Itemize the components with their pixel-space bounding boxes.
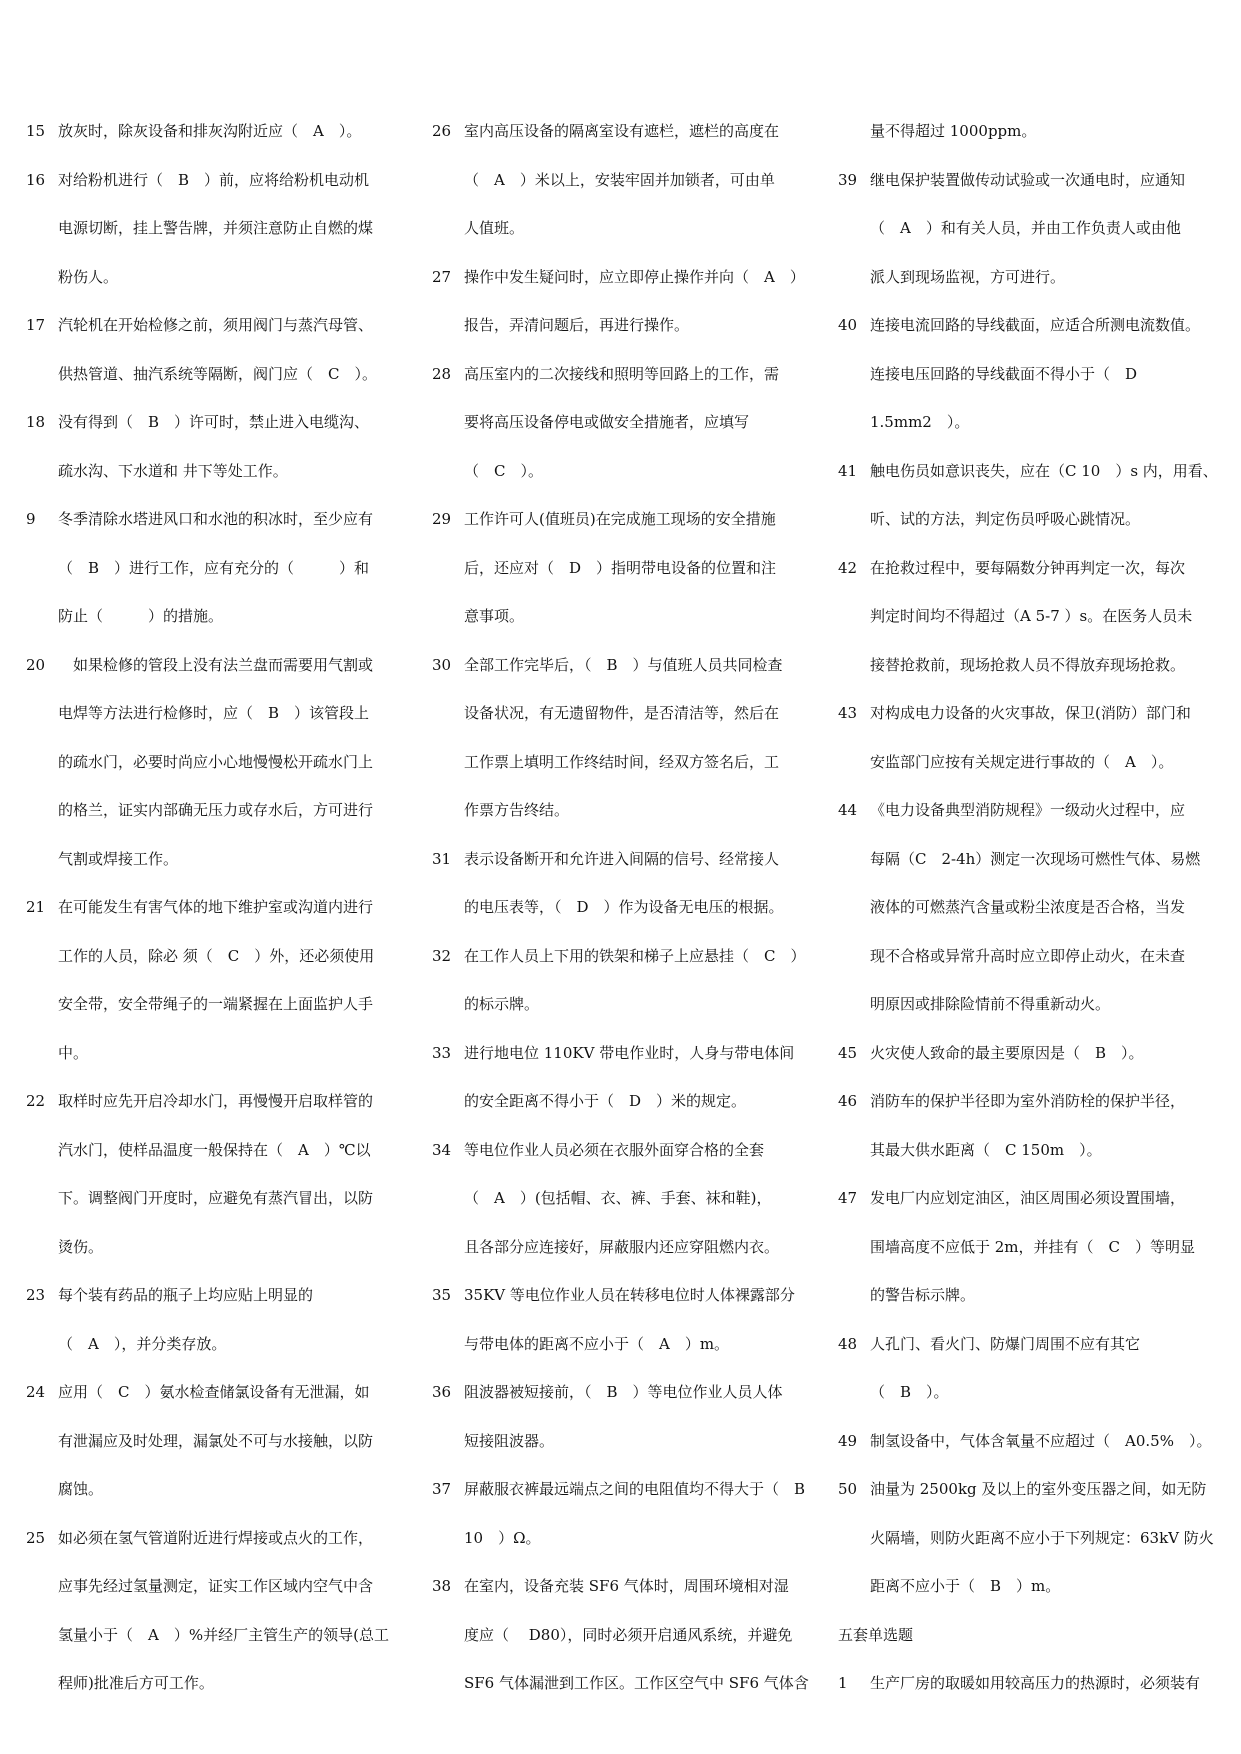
question-number: [432, 156, 464, 205]
text-line: [432, 1465, 804, 1514]
text-line: [838, 1417, 1218, 1466]
question-text: 继电保护装置做传动试验或一次通电时，应通知: [870, 170, 1186, 189]
question-text: 液体的可燃蒸汽含量或粉尘浓度是否合格，当发: [870, 898, 1186, 916]
question-number: 29: [432, 510, 452, 528]
text-line: [26, 495, 378, 544]
question-text: 汽轮机在开始检修之前，须用阀门与蒸汽母管、: [58, 316, 374, 334]
question-text: 触电伤员如意识丧失，应在（C 10 ）s 内，用看、: [870, 461, 1218, 480]
text-line: [432, 1320, 804, 1369]
question-text: （ A ），并分类存放。: [58, 1334, 227, 1353]
text-line: [838, 738, 1218, 787]
question-text: 发电厂内应划定油区，油区周围必须设置围墙，: [870, 1189, 1186, 1207]
text-line: [838, 398, 1218, 447]
question-text: 的电压表等，（ D ）作为设备无电压的根据。: [464, 898, 784, 916]
text-line: [838, 1320, 1218, 1369]
text-line: [26, 738, 378, 787]
question-text: 消防车的保护半径即为室外消防栓的保护半径，: [870, 1092, 1186, 1110]
text-line: [838, 1368, 1218, 1417]
text-line: [838, 495, 1218, 544]
question-number: [26, 1659, 58, 1708]
question-text: 应事先经过氢量测定，证实工作区域内空气中含: [58, 1577, 374, 1595]
question-number: 26: [432, 122, 452, 140]
question-text: 报告，弄清问题后，再进行操作。: [464, 316, 690, 334]
question-number: [432, 883, 464, 932]
question-number: 50: [838, 1480, 858, 1498]
question-number: [26, 1126, 58, 1175]
question-number: 42: [838, 558, 858, 577]
question-text: 对给粉机进行（ B ）前，应将给粉机电动机: [58, 170, 370, 189]
question-number: [26, 1029, 58, 1078]
question-number: [432, 398, 464, 447]
question-number: [838, 980, 870, 1029]
question-number: [432, 447, 464, 496]
question-number: [838, 932, 870, 981]
question-number: [838, 835, 870, 884]
question-text: 操作中发生疑问时，应立即停止操作并向（ A ）: [464, 267, 805, 286]
question-text: 量不得超过 1000ppm。: [870, 122, 1037, 140]
question-text: 在可能发生有害气体的地下维护室或沟道内进行: [58, 898, 374, 916]
text-line: [26, 1320, 378, 1369]
question-text: 在工作人员上下用的铁架和梯子上应悬挂（ C ）: [464, 946, 806, 965]
question-text: 设备状况，有无遗留物件，是否清洁等，然后在: [464, 704, 780, 722]
text-line: [432, 1271, 804, 1320]
question-text: 判定时间均不得超过（A 5-7 ）s。在医务人员未: [870, 607, 1193, 625]
question-number: [26, 544, 58, 593]
question-number: 35: [432, 1286, 452, 1304]
question-text: 供热管道、抽汽系统等隔断，阀门应（ C ）。: [58, 364, 377, 383]
text-line: [432, 786, 804, 835]
question-text: 气割或焊接工作。: [58, 849, 179, 868]
question-text: 汽水门，使样品温度一般保持在（ A ）℃以: [58, 1140, 371, 1159]
question-number: [26, 592, 58, 641]
question-text: 阻波器被短接前，（ B ）等电位作业人员人体: [464, 1383, 783, 1401]
question-text: SF6 气体漏泄到工作区。工作区空气中 SF6 气体含: [464, 1674, 809, 1692]
text-line: [838, 883, 1218, 932]
text-line: [838, 689, 1218, 738]
question-number: 49: [838, 1431, 858, 1450]
text-line: [432, 1514, 804, 1563]
text-line: [432, 835, 804, 884]
question-number: [26, 932, 58, 981]
question-number: [838, 398, 870, 447]
text-line: [432, 932, 804, 981]
question-number: 1: [838, 1674, 848, 1692]
question-number: [838, 204, 870, 253]
text-line: [432, 1174, 804, 1223]
question-text: 疏水沟、下水道和 井下等处工作。: [58, 461, 288, 480]
question-number: 18: [26, 413, 46, 431]
text-line: [432, 495, 804, 544]
question-number: 47: [838, 1189, 858, 1207]
question-text: （ B ）。: [870, 1383, 949, 1401]
question-number: [838, 107, 870, 156]
text-line: [432, 253, 804, 302]
text-line: [26, 1271, 378, 1320]
question-number: [838, 883, 870, 932]
text-line: [838, 107, 1218, 156]
question-number: 31: [432, 849, 452, 868]
question-number: 43: [838, 704, 858, 722]
question-number: 20: [26, 655, 46, 674]
question-number: 30: [432, 655, 452, 674]
question-number: 9: [26, 510, 36, 528]
question-text: （ A ）米以上，安装牢固并加锁者，可由单: [464, 170, 775, 189]
question-text: 在室内，设备充装 SF6 气体时，周围环境相对湿: [464, 1577, 789, 1595]
question-number: [838, 738, 870, 787]
text-line: [432, 1077, 804, 1126]
question-text: 安监部门应按有关规定进行事故的（ A ）。: [870, 752, 1174, 771]
question-text: 电焊等方法进行检修时，应（ B ）该管段上: [58, 704, 370, 722]
question-text: 短接阻波器。: [464, 1431, 555, 1450]
text-line: [26, 592, 378, 641]
text-line: [838, 1271, 1218, 1320]
text-line: [432, 641, 804, 690]
question-number: 46: [838, 1092, 858, 1110]
text-line: [432, 301, 804, 350]
text-line: [838, 835, 1218, 884]
question-text: （ C ）。: [464, 461, 543, 480]
question-text: 如果检修的管段上没有法兰盘而需要用气割或: [58, 655, 374, 674]
question-text: 作票方告终结。: [464, 801, 570, 819]
text-line: [26, 253, 378, 302]
question-number: 39: [838, 170, 858, 189]
question-number: 48: [838, 1334, 858, 1353]
question-text: 意事项。: [464, 607, 525, 625]
text-line: [838, 932, 1218, 981]
question-number: 37: [432, 1480, 452, 1498]
question-text: （ A ）(包括帽、衣、裤、手套、袜和鞋)，: [464, 1189, 772, 1207]
question-number: [432, 1659, 464, 1708]
question-text: 人值班。: [464, 219, 525, 237]
text-line: [838, 1223, 1218, 1272]
question-number: [432, 1320, 464, 1369]
question-text: 安全带，安全带绳子的一端紧握在上面监护人手: [58, 995, 374, 1013]
text-line: [838, 301, 1218, 350]
question-number: [26, 447, 58, 496]
text-line: [26, 1368, 378, 1417]
question-number: [432, 204, 464, 253]
question-text: 《电力设备典型消防规程》一级动火过程中，应: [870, 801, 1186, 819]
question-number: [432, 738, 464, 787]
text-line: [26, 1659, 378, 1708]
question-number: [26, 786, 58, 835]
question-text: 没有得到（ B ）许可时，禁止进入电缆沟、: [58, 413, 370, 431]
question-number: [26, 1465, 58, 1514]
text-line: [838, 253, 1218, 302]
text-line: [432, 156, 804, 205]
question-text: 每隔（C 2-4h）测定一次现场可燃性气体、易燃: [870, 849, 1201, 868]
text-line: [26, 641, 378, 690]
text-line: [838, 1174, 1218, 1223]
question-number: [432, 1223, 464, 1272]
question-text: 下。调整阀门开度时，应避免有蒸汽冒出，以防: [58, 1189, 374, 1207]
question-text: 火灾使人致命的最主要原因是（ B ）。: [870, 1043, 1144, 1062]
question-text: 取样时应先开启冷却水门，再慢慢开启取样管的: [58, 1092, 374, 1110]
question-text: 高压室内的二次接线和照明等回路上的工作，需: [464, 364, 780, 383]
question-number: [838, 641, 870, 690]
text-line: [26, 786, 378, 835]
question-number: [838, 1514, 870, 1563]
text-line: [838, 1514, 1218, 1563]
text-line: [26, 689, 378, 738]
question-number: 34: [432, 1140, 452, 1159]
question-text: 制氢设备中，气体含氧量不应超过（ A0.5% ）。: [870, 1431, 1212, 1450]
column-middle: [432, 107, 809, 1708]
text-line: [838, 204, 1218, 253]
question-text: 1.5mm2 ）。: [870, 413, 970, 431]
question-text: 的标示牌。: [464, 995, 540, 1013]
question-number: [26, 1223, 58, 1272]
text-line: [838, 156, 1218, 205]
question-text: 工作的人员，除必 须（ C ）外，还必须使用: [58, 946, 375, 965]
question-text: 腐蚀。: [58, 1480, 104, 1498]
question-number: [26, 738, 58, 787]
question-number: [838, 253, 870, 302]
section-heading: 五套单选题: [838, 1625, 914, 1644]
question-text: 且各部分应连接好，屏蔽服内还应穿阻燃内衣。: [464, 1237, 780, 1256]
question-text: 中。: [58, 1043, 89, 1062]
question-text: （ B ）进行工作，应有充分的（ ）和: [58, 558, 370, 577]
text-line: [26, 1126, 378, 1175]
text-line: [838, 1562, 1218, 1611]
text-line: [26, 398, 378, 447]
question-number: 44: [838, 801, 858, 819]
text-line: [26, 544, 378, 593]
question-number: [838, 1126, 870, 1175]
question-number: [26, 1174, 58, 1223]
text-line: [26, 1514, 378, 1563]
question-text: 35KV 等电位作业人员在转移电位时人体裸露部分: [464, 1286, 795, 1304]
column-left: [26, 107, 389, 1708]
question-text: 的警告标示牌。: [870, 1286, 976, 1304]
question-text: 防止（ ）的措施。: [58, 607, 224, 625]
question-text: 的疏水门，必要时尚应小心地慢慢松开疏水门上: [58, 752, 374, 771]
question-text: 围墙高度不应低于 2m，并挂有（ C ）等明显: [870, 1237, 1196, 1256]
text-line: [432, 883, 804, 932]
text-line: [432, 1417, 804, 1466]
text-line: [26, 1174, 378, 1223]
question-number: 24: [26, 1383, 46, 1401]
text-line: [26, 447, 378, 496]
question-number: [26, 350, 58, 399]
question-number: 27: [432, 267, 452, 286]
question-number: [432, 689, 464, 738]
question-text: 氢量小于（ A ）%并经厂主管生产的领导(总工: [58, 1625, 389, 1644]
question-text: 在抢救过程中，要每隔数分钟再判定一次，每次: [870, 558, 1186, 577]
question-number: 32: [432, 946, 452, 965]
text-line: [432, 1126, 804, 1175]
question-text: 放灰时，除灰设备和排灰沟附近应（ A ）。: [58, 122, 362, 140]
text-line: [26, 204, 378, 253]
question-number: 36: [432, 1383, 452, 1401]
question-text: 后，还应对（ D ）指明带电设备的位置和注: [464, 558, 777, 577]
text-line: [432, 398, 804, 447]
text-line: [432, 980, 804, 1029]
question-text: 程师)批准后方可工作。: [58, 1674, 214, 1692]
question-text: 电源切断，挂上警告牌，并须注意防止自燃的煤: [58, 219, 374, 237]
question-text: 有泄漏应及时处理，漏氯处不可与水接触，以防: [58, 1431, 374, 1450]
question-text: 10 ）Ω。: [464, 1528, 541, 1547]
text-line: [838, 786, 1218, 835]
question-number: [26, 1320, 58, 1369]
text-line: [838, 1659, 1218, 1708]
question-number: 16: [26, 170, 46, 189]
question-number: 45: [838, 1043, 858, 1062]
question-text: 工作许可人(值班员)在完成施工现场的安全措施: [464, 510, 776, 528]
question-text: 连接电流回路的导线截面，应适合所测电流数值。: [870, 316, 1201, 334]
question-number: [432, 786, 464, 835]
question-number: [26, 204, 58, 253]
question-text: 粉伤人。: [58, 267, 119, 286]
text-line: [26, 835, 378, 884]
text-line: [838, 1611, 1218, 1660]
text-line: [432, 350, 804, 399]
question-number: [26, 980, 58, 1029]
question-text: 要将高压设备停电或做安全措施者，应填写: [464, 413, 750, 431]
text-line: [26, 156, 378, 205]
question-number: [432, 1514, 464, 1563]
question-number: 33: [432, 1043, 452, 1062]
text-line: [432, 1029, 804, 1078]
question-number: [432, 544, 464, 593]
question-text: 听、试的方法，判定伤员呼吸心跳情况。: [870, 510, 1141, 528]
question-number: [432, 301, 464, 350]
question-text: 应用（ C ）氨水检查储氯设备有无泄漏，如: [58, 1383, 370, 1401]
text-line: [432, 1562, 804, 1611]
question-text: 等电位作业人员必须在衣服外面穿合格的全套: [464, 1140, 765, 1159]
question-text: 全部工作完毕后，（ B ）与值班人员共同检查: [464, 655, 783, 674]
text-line: [432, 592, 804, 641]
question-number: [26, 1417, 58, 1466]
text-line: [26, 980, 378, 1029]
question-text: 进行地电位 110KV 带电作业时，人身与带电体间: [464, 1043, 795, 1062]
text-line: [432, 1659, 809, 1708]
column-right: [838, 107, 1218, 1708]
question-number: [26, 835, 58, 884]
text-line: [26, 1077, 378, 1126]
text-line: [26, 1223, 378, 1272]
text-line: [432, 1223, 804, 1272]
question-text: 冬季清除水塔进风口和水池的积冰时，至少应有: [58, 510, 374, 528]
question-number: 17: [26, 316, 46, 334]
question-text: 油量为 2500kg 及以上的室外变压器之间，如无防: [870, 1480, 1207, 1498]
question-text: （ A ）和有关人员，并由工作负责人或由他: [870, 219, 1181, 237]
question-number: [432, 1077, 464, 1126]
text-line: [26, 107, 378, 156]
question-text: 的安全距离不得小于（ D ）米的规定。: [464, 1092, 747, 1110]
question-text: 度应（ D80），同时必须开启通风系统，并避免: [464, 1625, 793, 1644]
question-number: [26, 253, 58, 302]
question-number: 28: [432, 364, 452, 383]
question-number: [838, 350, 870, 399]
question-text: 现不合格或异常升高时应立即停止动火，在未查: [870, 946, 1186, 965]
text-line: [838, 1029, 1218, 1078]
question-number: 25: [26, 1528, 46, 1547]
text-line: [26, 301, 378, 350]
text-line: [432, 447, 804, 496]
question-number: 15: [26, 122, 46, 140]
text-line: [26, 932, 378, 981]
question-number: [26, 1611, 58, 1660]
question-text: 烫伤。: [58, 1237, 104, 1256]
text-line: [432, 544, 804, 593]
question-number: [838, 1223, 870, 1272]
question-text: 屏蔽服衣裤最远端点之间的电阻值均不得大于（ B: [464, 1480, 806, 1498]
question-text: 如必须在氢气管道附近进行焊接或点火的工作，: [58, 1528, 374, 1547]
question-number: [838, 1368, 870, 1417]
text-line: [838, 350, 1218, 399]
question-number: [432, 1611, 464, 1660]
text-line: [26, 1562, 378, 1611]
text-line: [838, 980, 1218, 1029]
question-number: 21: [26, 898, 46, 916]
text-line: [432, 1368, 804, 1417]
question-number: [838, 1271, 870, 1320]
question-text: 对构成电力设备的火灾事故，保卫(消防）部门和: [870, 704, 1191, 722]
question-text: 连接电压回路的导线截面不得小于（ D: [870, 364, 1138, 383]
text-line: [838, 1126, 1218, 1175]
text-line: [432, 738, 804, 787]
text-line: [432, 107, 804, 156]
text-line: [838, 544, 1218, 593]
question-text: 派人到现场监视，方可进行。: [870, 267, 1066, 286]
question-text: 接替抢救前，现场抢救人员不得放弃现场抢救。: [870, 655, 1186, 674]
text-line: [26, 1029, 378, 1078]
text-line: [26, 350, 378, 399]
text-line: [432, 689, 804, 738]
question-number: [838, 495, 870, 544]
question-text: 表示设备断开和允许进入间隔的信号、经常接人: [464, 849, 780, 868]
question-number: [838, 1562, 870, 1611]
text-line: [838, 1465, 1218, 1514]
question-text: 距离不应小于（ B ）m。: [870, 1577, 1061, 1595]
question-text: 其最大供水距离（ C 150m ）。: [870, 1140, 1102, 1159]
question-text: 火隔墙，则防火距离不应小于下列规定：63kV 防火: [870, 1528, 1214, 1547]
question-number: [26, 689, 58, 738]
question-number: [26, 1562, 58, 1611]
question-number: 22: [26, 1092, 46, 1110]
question-number: [838, 592, 870, 641]
question-text: 生产厂房的取暖如用较高压力的热源时，必须装有: [870, 1674, 1201, 1692]
question-number: [432, 592, 464, 641]
question-number: 40: [838, 316, 858, 334]
question-text: 与带电体的距离不应小于（ A ）m。: [464, 1334, 730, 1353]
question-text: 室内高压设备的隔离室设有遮栏，遮栏的高度在: [464, 122, 780, 140]
question-text: 工作票上填明工作终结时间，经双方签名后，工: [464, 752, 780, 771]
question-number: 41: [838, 461, 858, 480]
text-line: [26, 1465, 378, 1514]
question-number: [432, 980, 464, 1029]
question-text: 明原因或排除险情前不得重新动火。: [870, 995, 1111, 1013]
question-text: 人孔门、看火门、防爆门周围不应有其它: [870, 1334, 1141, 1353]
question-text: 每个装有药品的瓶子上均应贴上明显的: [58, 1286, 314, 1304]
question-number: [432, 1174, 464, 1223]
text-line: [26, 883, 378, 932]
text-line: [26, 1417, 378, 1466]
question-number: 38: [432, 1577, 452, 1595]
text-line: [838, 592, 1218, 641]
text-line: [838, 641, 1218, 690]
text-line: [838, 1077, 1218, 1126]
question-number: 23: [26, 1286, 46, 1304]
question-text: 的格兰，证实内部确无压力或存水后，方可进行: [58, 801, 374, 819]
text-line: [838, 447, 1218, 496]
text-line: [432, 1611, 804, 1660]
question-number: [432, 1417, 464, 1466]
text-line: [26, 1611, 389, 1660]
text-line: [432, 204, 804, 253]
